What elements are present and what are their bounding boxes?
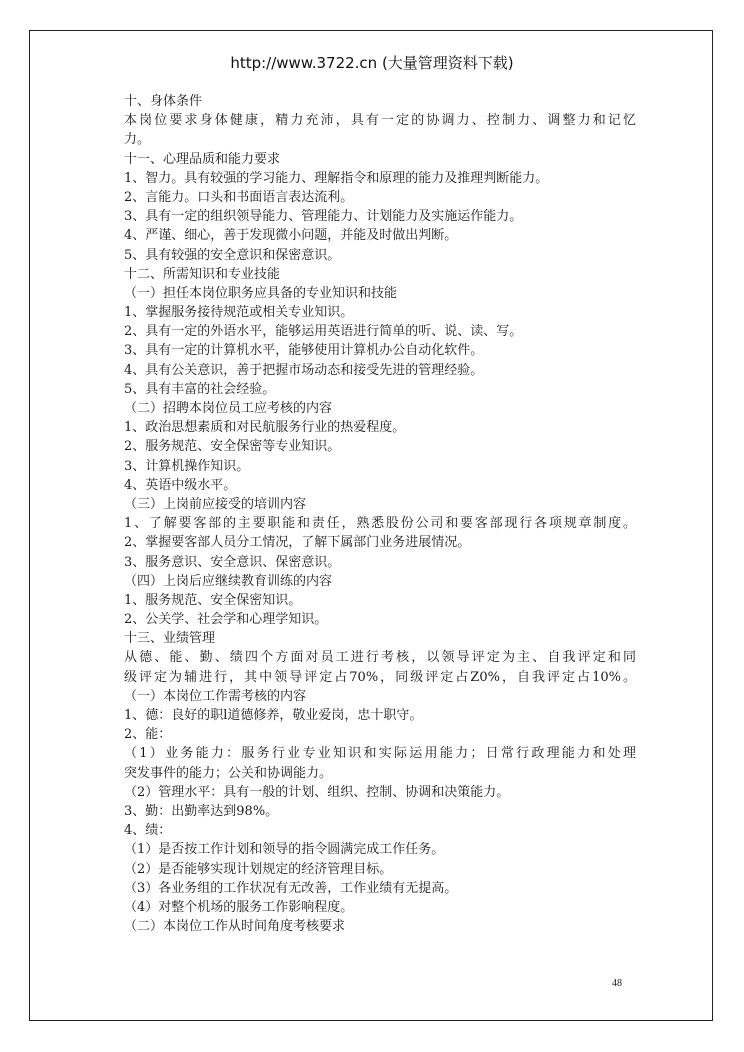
text-line: 2、公关学、社会学和心理学知识。 (124, 612, 328, 628)
text-line: （3）各业务组的工作状况有无改善，工作业绩有无提高。 (124, 880, 458, 896)
text-line: （一）担任本岗位职务应具备的专业知识和技能 (124, 285, 398, 301)
text-line: （1）是否按工作计划和领导的指令圆满完成工作任务。 (124, 842, 445, 858)
text-line: （2）管理水平：具有一般的计划、组织、控制、协调和决策能力。 (124, 784, 510, 800)
text-line: （四）上岗后应继续教育训练的内容 (124, 573, 333, 589)
text-line: 1、服务规范、安全保密知识。 (124, 592, 302, 608)
text-line: 3、服务意识、安全意识、保密意识。 (124, 554, 341, 570)
text-line: （4）对整个机场的服务工作影响程度。 (124, 899, 354, 915)
text-line: 从德、能、勤、绩四个方面对员工进行考核，以领导评定为主、自我评定和同 (124, 650, 636, 666)
header-url: http://www.3722.cn (大量管理资料下载) (230, 54, 514, 72)
text-line: 2、服务规范、安全保密等专业知识。 (124, 439, 341, 455)
text-line: 2、掌握要客部人员分工情况，了解下属部门业务进展情况。 (124, 535, 471, 551)
document-body (124, 92, 636, 936)
text-line: 1、掌握服务接待规范或相关专业知识。 (124, 305, 354, 321)
text-line: （二）本岗位工作从时间角度考核要求 (124, 919, 346, 935)
text-line: 突发事件的能力；公关和协调能力。 (124, 765, 333, 781)
text-line: 3、具有一定的计算机水平，能够使用计算机办公自动化软件。 (124, 343, 484, 359)
text-line: 2、能： (124, 727, 172, 743)
text-line: 力。 (124, 132, 151, 148)
text-line: （一）本岗位工作需考核的内容 (124, 688, 307, 704)
text-line: 4、具有公关意识，善于把握市场动态和接受先进的管理经验。 (124, 362, 484, 378)
text-line: 3、勤：出勤率达到98%。 (124, 803, 279, 819)
text-line: （2）是否能够实现计划规定的经济管理目标。 (124, 861, 393, 877)
page-number: 48 (612, 978, 622, 989)
text-line: 1、了解要客部的主要职能和责任，熟悉股份公司和要客部现行各项规章制度。 (124, 516, 636, 532)
text-line: 5、具有较强的安全意识和保密意识。 (124, 247, 341, 263)
text-line: 3、计算机操作知识。 (124, 458, 250, 474)
text-line: 级评定为辅进行，其中领导评定占70%，同级评定占Z0%，自我评定占10%。 (124, 669, 636, 685)
text-line: 5、具有丰富的社会经验。 (124, 381, 276, 397)
text-line: 十三、业绩管理 (124, 631, 216, 647)
text-line: 十一、心理品质和能力要求 (124, 151, 281, 167)
text-line: 2、具有一定的外语水平，能够运用英语进行简单的听、说、读、写。 (124, 324, 523, 340)
text-line: 本岗位要求身体健康，精力充沛，具有一定的协调力、控制力、调整力和记忆 (124, 113, 636, 129)
text-line: 2、言能力。口头和书面语言表达流利。 (124, 189, 354, 205)
text-line: （二）招聘本岗位员工应考核的内容 (124, 401, 333, 416)
text-line: 十、身体条件 (124, 94, 203, 109)
text-line: 1、智力。具有较强的学习能力、理解指令和原理的能力及推理判断能力。 (124, 170, 549, 186)
text-line: 1、德：良好的职l道德修养，敬业爱岗，忠十职守。 (124, 708, 423, 723)
text-line: （三）上岗前应接受的培训内容 (124, 496, 307, 512)
text-line: 1、政治思想素质和对民航服务行业的热爱程度。 (124, 420, 406, 436)
text-line: 4、严谨、细心，善于发现微小问题，并能及时做出判断。 (124, 228, 458, 244)
text-line: 十二、所需知识和专业技能 (124, 266, 281, 282)
text-line: 3、具有一定的组织领导能力、管理能力、计划能力及实施运作能力。 (124, 209, 523, 225)
text-line: 4、绩： (124, 823, 172, 839)
text-line: 4、英语中级水平。 (124, 477, 237, 493)
text-line: （1）业务能力：服务行业专业知识和实际运用能力；日常行政理能力和处理 (124, 746, 636, 762)
